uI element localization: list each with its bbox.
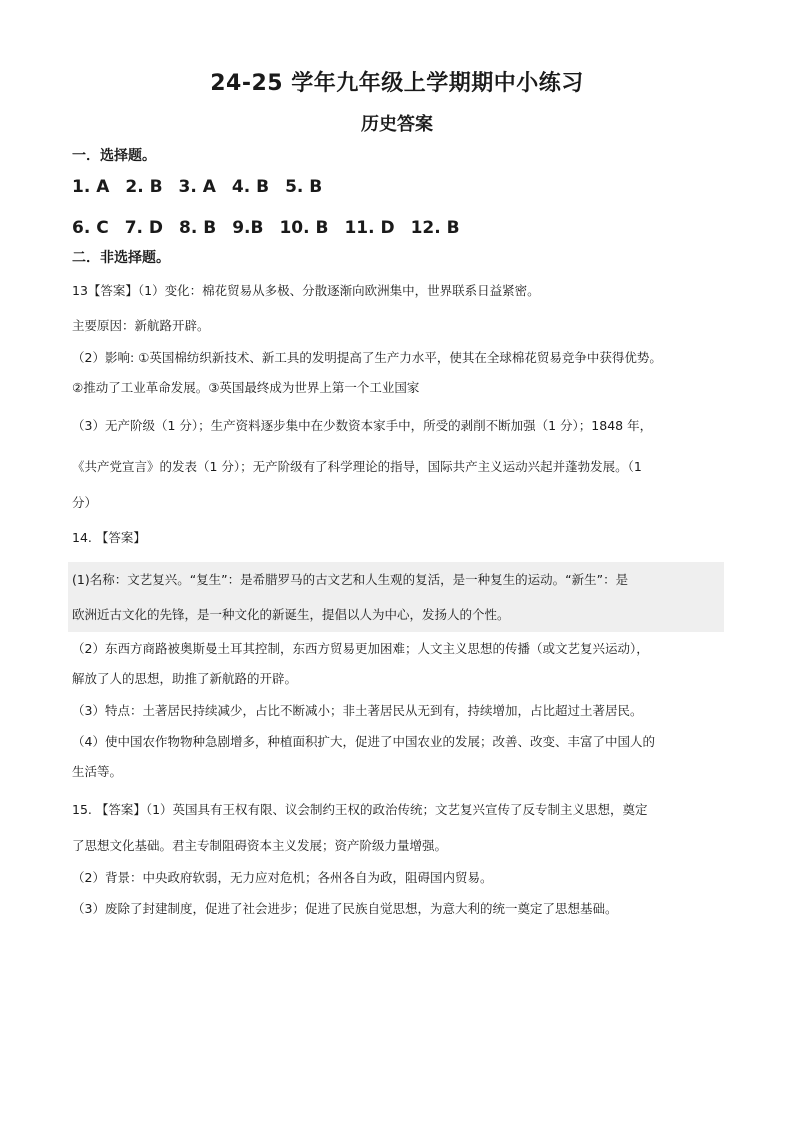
q14-line-7: 生活等。 (72, 764, 123, 779)
choice-answer: 3. A (178, 177, 216, 197)
choice-answer: 12. B (410, 218, 460, 238)
q13-line-3: （2）影响: ①英国棉纺织新技术、新工具的发明提高了生产力水平，使其在全球棉花贸易竞争中获得优势。 (72, 350, 662, 365)
choice-answer: 10. B (279, 218, 329, 238)
choice-answers-row-1 (72, 173, 322, 201)
document-title: 24-25 学年九年级上学期期中小练习 (210, 71, 584, 96)
q14-line-2: 欧洲近古文化的先锋，是一种文化的新诞生，提倡以人为中心，发扬人的个性。 (72, 607, 510, 622)
choice-answer: 6. C (72, 218, 109, 238)
q15-line-3: （2）背景：中央政府软弱，无力应对危机；各州各自为政，阻碍国内贸易。 (72, 870, 493, 885)
q14-line-5: （3）特点：土著居民持续减少，占比不断减小；非土著居民从无到有，持续增加，占比超过土著居民。 (72, 703, 643, 718)
choice-answer: 9.B (232, 218, 264, 238)
q13-line-1: 13【答案】（1）变化：棉花贸易从多极、分散逐渐向欧洲集中，世界联系日益紧密。 (72, 283, 540, 298)
q14-line-3: （2）东西方商路被奥斯曼土耳其控制，东西方贸易更加困难；人文主义思想的传播（或文艺复兴运动）， (72, 641, 649, 656)
q14-line-6: （4）使中国农作物物种急剧增多，种植面积扩大，促进了中国农业的发展；改善、改变、丰富了中国人的 (72, 734, 655, 749)
q15-line-2: 了思想文化基础。君主专制阻碍资本主义发展；资产阶级力量增强。 (72, 838, 448, 853)
q15-line-1: 15. 【答案】（1）英国具有王权有限、议会制约王权的政治传统；文艺复兴宣传了反专制主义思想，奠定 (72, 802, 648, 817)
q14-line-1: (1)名称：文艺复兴。“复生”：是希腊罗马的古文艺和人生观的复活，是一种复生的运动。“新生”：是 (72, 572, 629, 587)
q15-line-4: （3）废除了封建制度，促进了社会进步；促进了民族自觉思想，为意大利的统一奠定了思想基础。 (72, 901, 618, 916)
q14-heading: 14. 【答案】 (72, 530, 146, 545)
q13-line-4: ②推动了工业革命发展。③英国最终成为世界上第一个工业国家 (72, 380, 420, 395)
section-heading-choice: 一．选择题。 (72, 148, 156, 164)
section-heading-nonchoice: 二．非选择题。 (72, 250, 170, 266)
choice-answer: 5. B (285, 177, 323, 197)
choice-answer: 2. B (125, 177, 163, 197)
q13-line-7: 分） (72, 495, 98, 510)
choice-answer: 7. D (124, 218, 164, 238)
q13-line-6: 《共产党宣言》的发表（1 分）；无产阶级有了科学理论的指导，国际共产主义运动兴起并蓬勃发展。（1 (72, 459, 642, 474)
q13-line-2: 主要原因：新航路开辟。 (72, 318, 210, 333)
choice-answers-row-2 (72, 214, 460, 242)
q14-line-4: 解放了人的思想，助推了新航路的开辟。 (72, 671, 298, 686)
choice-answer: 11. D (344, 218, 395, 238)
choice-answer: 8. B (179, 218, 217, 238)
q13-line-5: （3）无产阶级（1 分）；生产资料逐步集中在少数资本家手中，所受的剥削不断加强（1 分）；1848 年， (72, 418, 653, 433)
choice-answer: 4. B (231, 177, 270, 197)
document-subtitle: 历史答案 (361, 114, 433, 135)
choice-answer: 1. A (72, 177, 110, 197)
